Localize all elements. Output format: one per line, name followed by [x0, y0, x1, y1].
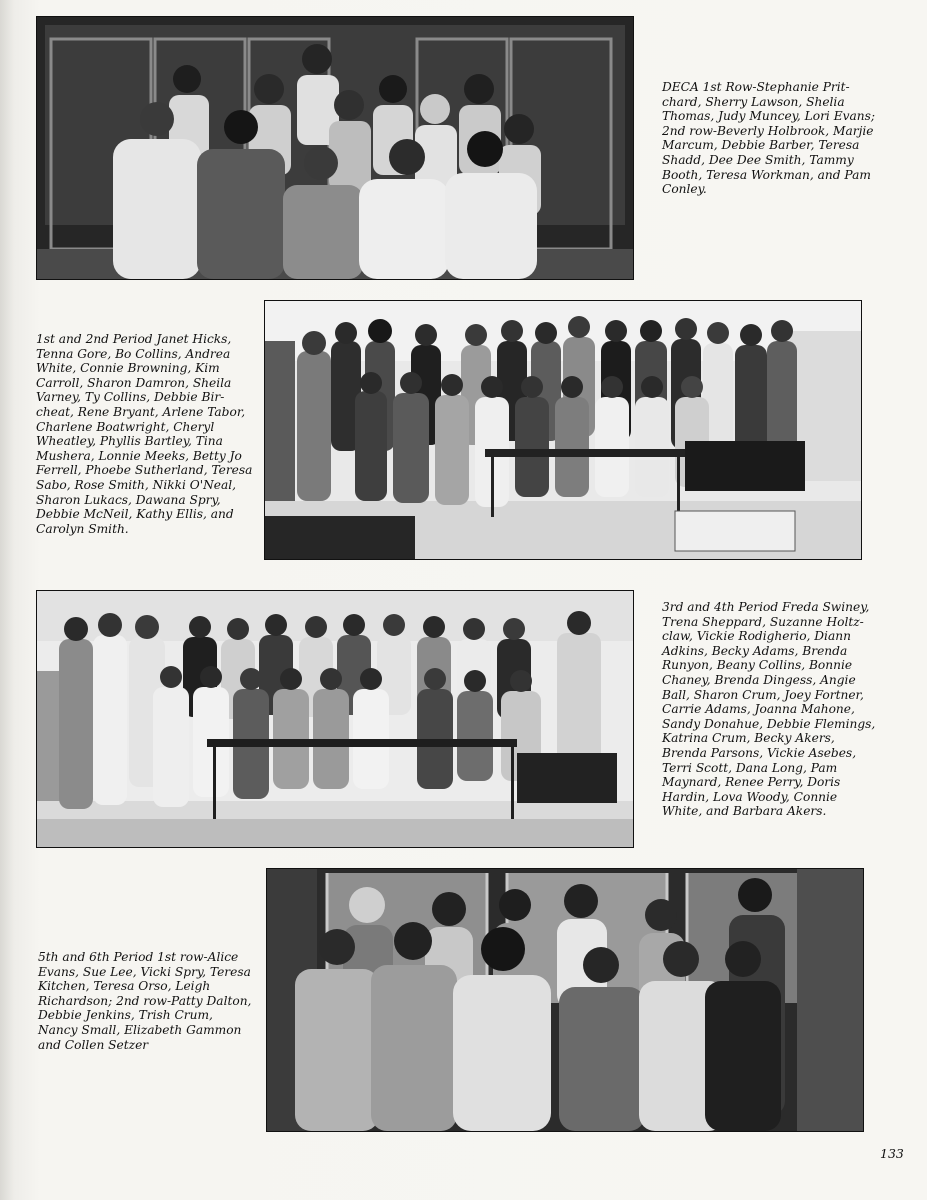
deca-group-photo: [36, 16, 634, 280]
caption-line: chard, Sherry Lawson, Shelia: [662, 94, 845, 109]
caption-line: Maynard, Renee Perry, Doris: [662, 775, 841, 790]
caption-line: Kitchen, Teresa Orso, Leigh: [38, 979, 211, 994]
caption-line: Debbie McNeil, Kathy Ellis, and: [36, 507, 234, 522]
caption-line: claw, Vickie Rodigherio, Diann: [662, 629, 851, 644]
caption-line: Sabo, Rose Smith, Nikki O'Neal,: [36, 477, 237, 492]
caption-line: Carolyn Smith.: [36, 521, 129, 536]
caption-line: Marcum, Debbie Barber, Teresa: [662, 138, 860, 153]
caption-line: and Collen Setzer: [38, 1037, 149, 1052]
caption-line: Carrie Adams, Joanna Mahone,: [662, 702, 855, 717]
group-photo-classroom-tables: [265, 301, 861, 559]
group-photo-classroom-tables: [37, 591, 633, 847]
caption-line: White, and Barbara Akers.: [662, 804, 827, 819]
caption-line: Carroll, Sharon Damron, Sheila: [36, 375, 232, 390]
caption-line: Adkins, Becky Adams, Brenda: [662, 643, 848, 658]
caption-line: 2nd row-Beverly Holbrook, Marjie: [662, 123, 874, 138]
caption-line: Thomas, Judy Muncey, Lori Evans;: [662, 109, 875, 124]
group-photo-two-rows-doorway: [37, 17, 633, 279]
caption-line: Richardson; 2nd row-Patty Dalton,: [38, 993, 252, 1008]
caption-line: Varney, Ty Collins, Debbie Bir-: [36, 390, 225, 405]
caption-line: 3rd and 4th Period Freda Swiney,: [662, 600, 870, 614]
caption-line: Katrina Crum, Becky Akers,: [662, 731, 835, 746]
caption-line: Brenda Parsons, Vickie Asebes,: [662, 745, 857, 760]
caption-line: Chaney, Brenda Dingess, Angie: [662, 672, 856, 687]
caption-line: Debbie Jenkins, Trish Crum,: [38, 1008, 213, 1023]
period-1-2-caption: [36, 332, 253, 536]
caption-line: Evans, Sue Lee, Vicki Spry, Teresa: [38, 964, 251, 979]
deca-caption: [662, 80, 875, 197]
caption-line: cheat, Rene Bryant, Arlene Tabor,: [36, 404, 246, 419]
caption-line: Sharon Lukacs, Dawana Spry,: [36, 492, 221, 507]
caption-line: Ball, Sharon Crum, Joey Fortner,: [662, 687, 864, 702]
caption-line: 5th and 6th Period 1st row-Alice: [38, 950, 239, 964]
period-5-6-caption: [38, 950, 252, 1052]
caption-line: Charlene Boatwright, Cheryl: [36, 419, 215, 434]
period-5-6-group-photo: [266, 868, 864, 1132]
caption-line: Runyon, Beany Collins, Bonnie: [662, 658, 853, 673]
caption-line: Tenna Gore, Bo Collins, Andrea: [36, 346, 231, 361]
caption-line: Wheatley, Phyllis Bartley, Tina: [36, 434, 223, 449]
caption-line: Terri Scott, Dana Long, Pam: [662, 760, 838, 775]
caption-line: Hardin, Lova Woody, Connie: [662, 789, 838, 804]
caption-line: Booth, Teresa Workman, and Pam: [662, 167, 871, 182]
caption-line: Sandy Donahue, Debbie Flemings,: [662, 716, 876, 731]
group-photo-two-rows-windows: [267, 869, 863, 1131]
period-3-4-group-photo: [36, 590, 634, 848]
caption-line: DECA 1st Row-Stephanie Prit-: [662, 80, 850, 94]
period-3-4-caption: [662, 600, 876, 819]
caption-line: White, Connie Browning, Kim: [36, 361, 220, 376]
caption-line: Ferrell, Phoebe Sutherland, Teresa: [36, 463, 253, 478]
caption-line: Nancy Small, Elizabeth Gammon: [38, 1022, 242, 1037]
page-number: 133: [880, 1146, 904, 1161]
caption-line: Trena Sheppard, Suzanne Holtz-: [662, 614, 864, 629]
caption-line: 1st and 2nd Period Janet Hicks,: [36, 332, 232, 346]
caption-line: Shadd, Dee Dee Smith, Tammy: [662, 152, 854, 167]
period-1-2-group-photo: [264, 300, 862, 560]
caption-line: Conley.: [662, 182, 707, 197]
caption-line: Mushera, Lonnie Meeks, Betty Jo: [36, 448, 242, 463]
